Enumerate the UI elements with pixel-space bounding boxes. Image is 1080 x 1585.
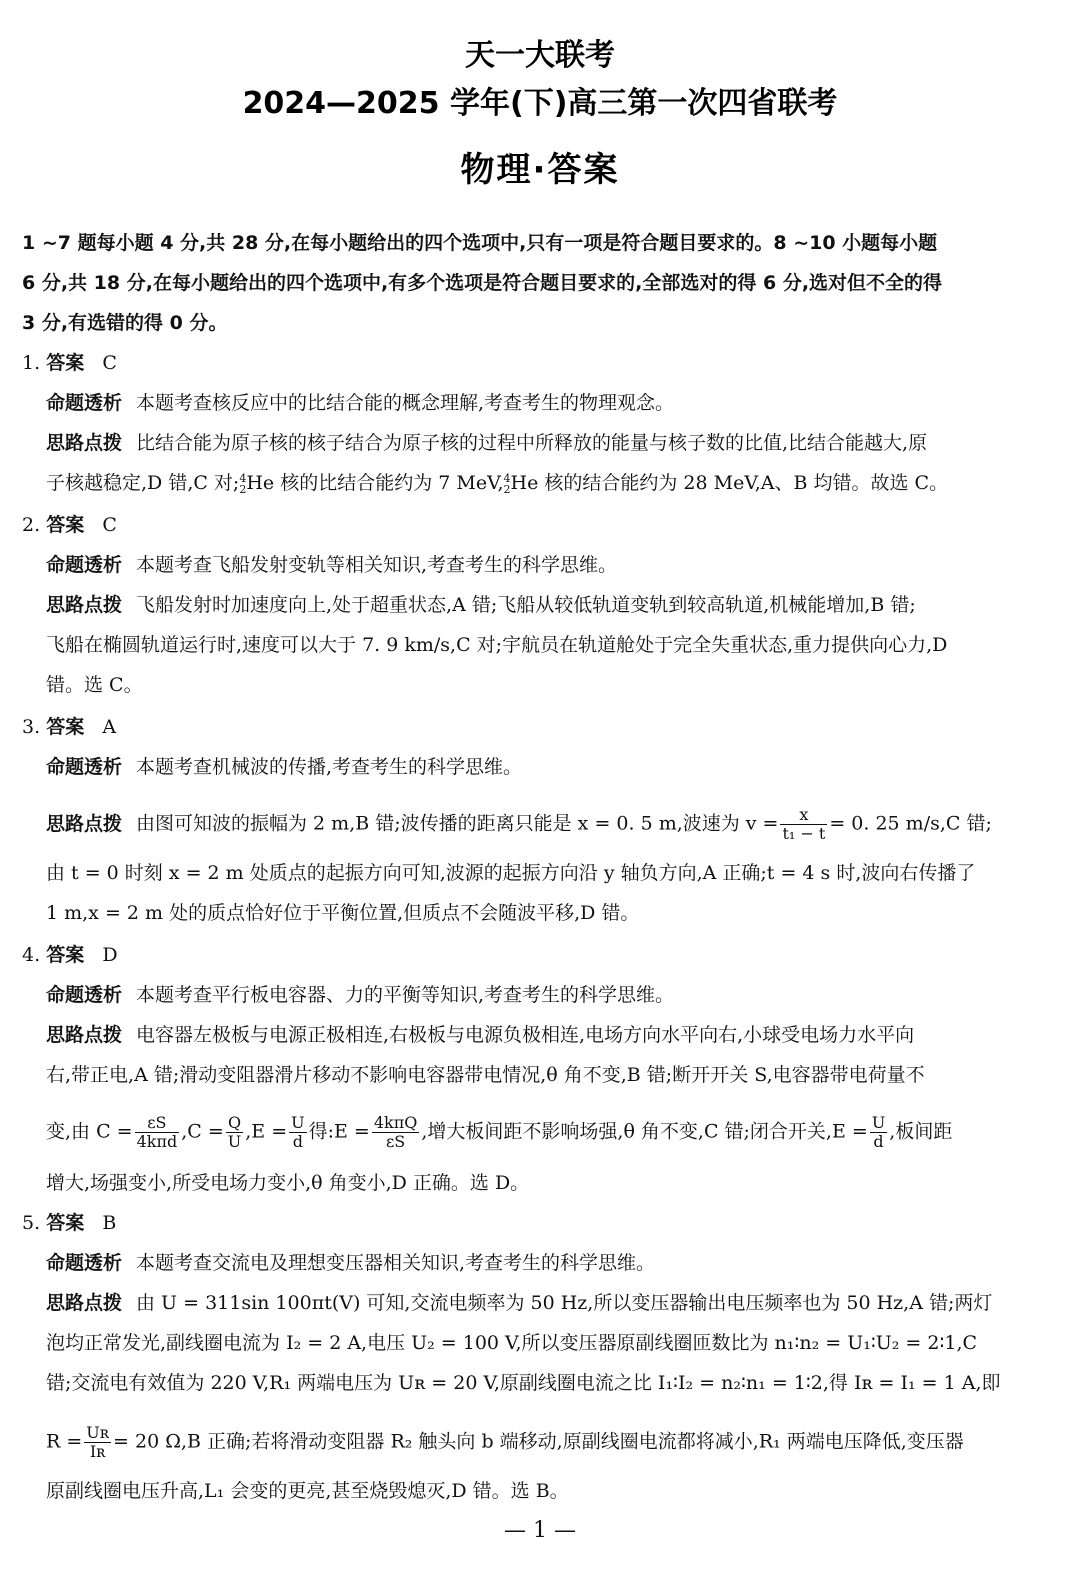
q2-answer-label: 答案 bbox=[46, 514, 85, 536]
charge-fraction bbox=[226, 1114, 243, 1151]
fraction-numerator: x bbox=[780, 806, 827, 825]
q4-intent-text: 本题考查平行板电容器、力的平衡等知识,考查考生的科学思维。 bbox=[136, 984, 675, 1006]
q4-answer-value: D bbox=[102, 944, 118, 966]
fraction-denominator: d bbox=[292, 1132, 303, 1151]
subject-title: 物理·答案 bbox=[460, 150, 620, 190]
q3-answer-value: A bbox=[102, 716, 117, 738]
q3-answer-label: 答案 bbox=[46, 716, 85, 738]
fraction-numerator: U bbox=[871, 1113, 886, 1132]
q1-answer-row bbox=[22, 350, 117, 376]
q3-intent bbox=[46, 754, 522, 780]
exam-org-title: 天一大联考 bbox=[465, 38, 615, 73]
q3-answer-row bbox=[22, 714, 116, 740]
q1-hint-label: 思路点拨 bbox=[46, 432, 123, 454]
q5-text-b: = 20 Ω,B 正确;若将滑动变阻器 R₂ 触头向 b 端移动,原副线圈电流都将减小,R₁ 两端电压降低,变压器 bbox=[113, 1430, 964, 1453]
q4-text-d: 得:E = bbox=[308, 1120, 370, 1143]
q4-intent bbox=[46, 982, 674, 1008]
q5-intent-text: 本题考查交流电及理想变压器相关知识,考查考生的科学思维。 bbox=[136, 1252, 656, 1274]
he-atomic-number: 2 bbox=[239, 483, 247, 496]
q4-text-b: ,C = bbox=[181, 1120, 224, 1143]
q5-hint-line-5: 原副线圈电压升高,L₁ 会变的更亮,甚至烧毁熄灭,D 错。选 B。 bbox=[46, 1480, 569, 1502]
q4-hint-line-3 bbox=[46, 1114, 952, 1151]
q5-number: 5. bbox=[22, 1212, 41, 1234]
q3-hint-1b: = 0. 25 m/s,C 错; bbox=[829, 812, 992, 835]
q4-hint bbox=[46, 1022, 914, 1048]
fraction-denominator: εS bbox=[385, 1132, 406, 1151]
q3-hint-label: 思路点拨 bbox=[46, 812, 123, 835]
fraction-denominator: Iʀ bbox=[89, 1442, 106, 1461]
q2-intent bbox=[46, 552, 617, 578]
q1-answer-value: C bbox=[102, 352, 117, 374]
intro-line-3: 3 分,有选错的得 0 分。 bbox=[22, 312, 228, 334]
q1-hint-2b: He 核的比结合能约为 7 MeV, bbox=[246, 472, 504, 494]
q4-number: 4. bbox=[22, 944, 41, 966]
q4-answer-label: 答案 bbox=[46, 944, 85, 966]
fraction-numerator: Uʀ bbox=[86, 1423, 110, 1442]
fraction-numerator: 4kπQ bbox=[373, 1113, 418, 1132]
resistance-fraction bbox=[84, 1424, 111, 1461]
q1-hint bbox=[46, 430, 927, 456]
q4-intent-label: 命题透析 bbox=[46, 984, 123, 1006]
q4-text-c: ,E = bbox=[245, 1120, 288, 1143]
q5-intent-label: 命题透析 bbox=[46, 1252, 123, 1274]
q4-hint-line-1: 电容器左极板与电源正极相连,右极板与电源负极相连,电场方向水平向右,小球受电场力水平向 bbox=[136, 1024, 915, 1046]
q2-intent-text: 本题考查飞船发射变轨等相关知识,考查考生的科学思维。 bbox=[136, 554, 618, 576]
q4-text-f: ,板间距 bbox=[889, 1120, 953, 1143]
q5-hint bbox=[46, 1290, 992, 1316]
q1-intent-text: 本题考查核反应中的比结合能的概念理解,考查考生的物理观念。 bbox=[136, 392, 675, 414]
q2-hint-line-1: 飞船发射时加速度向上,处于超重状态,A 错;飞船从较低轨道变轨到较高轨道,机械能增加,B 错; bbox=[136, 594, 916, 616]
isotope-he-2 bbox=[504, 473, 511, 495]
wave-speed-fraction bbox=[780, 806, 827, 843]
q3-hint-line-2: 由 t = 0 时刻 x = 2 m 处质点的起振方向可知,波源的起振方向沿 y 轴负方向,A 正确;t = 4 s 时,波向右传播了 bbox=[46, 862, 976, 884]
fraction-denominator: U bbox=[227, 1132, 242, 1151]
field-fraction-3 bbox=[870, 1114, 887, 1151]
q4-text-e: ,增大板间距不影响场强,θ 角不变,C 错;闭合开关,E = bbox=[421, 1120, 868, 1143]
q4-hint-line-4: 增大,场强变小,所受电场力变小,θ 角变小,D 正确。选 D。 bbox=[46, 1172, 530, 1194]
field-fraction-2 bbox=[372, 1114, 420, 1151]
q2-number: 2. bbox=[22, 514, 41, 536]
q5-intent bbox=[46, 1250, 655, 1276]
q5-hint-line-1: 由 U = 311sin 100πt(V) 可知,交流电频率为 50 Hz,所以变压器输出电压频率也为 50 Hz,A 错;两灯 bbox=[136, 1292, 993, 1314]
q5-text-a: R = bbox=[46, 1430, 83, 1453]
intro-line-2: 6 分,共 18 分,在每小题给出的四个选项中,有多个选项是符合题目要求的,全部选对的得 6 分,选对但不全的得 bbox=[22, 272, 943, 294]
page-number: — 1 — bbox=[504, 1518, 576, 1543]
fraction-denominator: 4kπd bbox=[136, 1132, 178, 1151]
fraction-numerator: εS bbox=[135, 1114, 180, 1133]
q3-intent-label: 命题透析 bbox=[46, 756, 123, 778]
q3-intent-text: 本题考查机械波的传播,考查考生的科学思维。 bbox=[136, 756, 523, 778]
q1-intent bbox=[46, 390, 674, 416]
q2-hint-line-3: 错。选 C。 bbox=[46, 674, 143, 696]
fraction-denominator: t₁ − t bbox=[782, 824, 826, 843]
q1-number: 1. bbox=[22, 352, 41, 374]
q5-answer-label: 答案 bbox=[46, 1212, 85, 1234]
he-mass-number: 4 bbox=[239, 472, 247, 485]
he-mass-number: 4 bbox=[503, 472, 511, 485]
field-fraction-1 bbox=[289, 1114, 306, 1151]
q3-hint-1a: 由图可知波的振幅为 2 m,B 错;波传播的距离只能是 x = 0. 5 m,波速为 v = bbox=[136, 812, 779, 835]
q1-hint-2a: 子核越稳定,D 错,C 对; bbox=[46, 472, 240, 494]
q3-hint-line-3: 1 m,x = 2 m 处的质点恰好位于平衡位置,但质点不会随波平移,D 错。 bbox=[46, 902, 640, 924]
q2-answer-row bbox=[22, 512, 117, 538]
q2-hint bbox=[46, 592, 916, 618]
q3-hint bbox=[46, 806, 992, 843]
q1-answer-label: 答案 bbox=[46, 352, 85, 374]
q2-intent-label: 命题透析 bbox=[46, 554, 123, 576]
q4-hint-label: 思路点拨 bbox=[46, 1024, 123, 1046]
q1-hint-2c: He 核的结合能约为 28 MeV,A、B 均错。故选 C。 bbox=[510, 472, 949, 494]
q3-number: 3. bbox=[22, 716, 41, 738]
fraction-numerator: U bbox=[291, 1113, 305, 1132]
he-atomic-number: 2 bbox=[503, 483, 511, 496]
q5-hint-line-2: 泡均正常发光,副线圈电流为 I₂ = 2 A,电压 U₂ = 100 V,所以变压器原副线圈匝数比为 n₁∶n₂ = U₁∶U₂ = 2∶1,C bbox=[46, 1332, 978, 1354]
q2-hint-line-2: 飞船在椭圆轨道运行时,速度可以大于 7. 9 km/s,C 对;宇航员在轨道舱处于完全失重状态,重力提供向心力,D bbox=[46, 634, 948, 656]
q2-answer-value: C bbox=[102, 514, 117, 536]
q5-hint-line-3: 错;交流电有效值为 220 V,R₁ 两端电压为 Uʀ = 20 V,原副线圈电流之比 I₁∶I₂ = n₂∶n₁ = 1∶2,得 Iʀ = I₁ = 1 A,即 bbox=[46, 1372, 1001, 1394]
exam-title: 2024—2025 学年(下)高三第一次四省联考 bbox=[242, 86, 838, 121]
q4-answer-row bbox=[22, 942, 118, 968]
intro-line-1: 1 ~7 题每小题 4 分,共 28 分,在每小题给出的四个选项中,只有一项是符合题目要求的。8 ~10 小题每小题 bbox=[22, 232, 938, 254]
capacitance-fraction bbox=[135, 1114, 180, 1151]
q4-text-a: 变,由 C = bbox=[46, 1120, 133, 1143]
q1-hint-line-1: 比结合能为原子核的核子结合为原子核的过程中所释放的能量与核子数的比值,比结合能越大,原 bbox=[136, 432, 928, 454]
fraction-numerator: Q bbox=[226, 1114, 243, 1133]
q1-hint-line-2 bbox=[46, 470, 948, 496]
q5-hint-label: 思路点拨 bbox=[46, 1292, 123, 1314]
fraction-denominator: d bbox=[873, 1132, 884, 1151]
q5-answer-row bbox=[22, 1210, 116, 1236]
q5-hint-line-4 bbox=[46, 1424, 964, 1461]
q1-intent-label: 命题透析 bbox=[46, 392, 123, 414]
q5-answer-value: B bbox=[102, 1212, 117, 1234]
q2-hint-label: 思路点拨 bbox=[46, 594, 123, 616]
q4-hint-line-2: 右,带正电,A 错;滑动变阻器滑片移动不影响电容器带电情况,θ 角不变,B 错;断开开关 S,电容器带电荷量不 bbox=[46, 1064, 925, 1086]
